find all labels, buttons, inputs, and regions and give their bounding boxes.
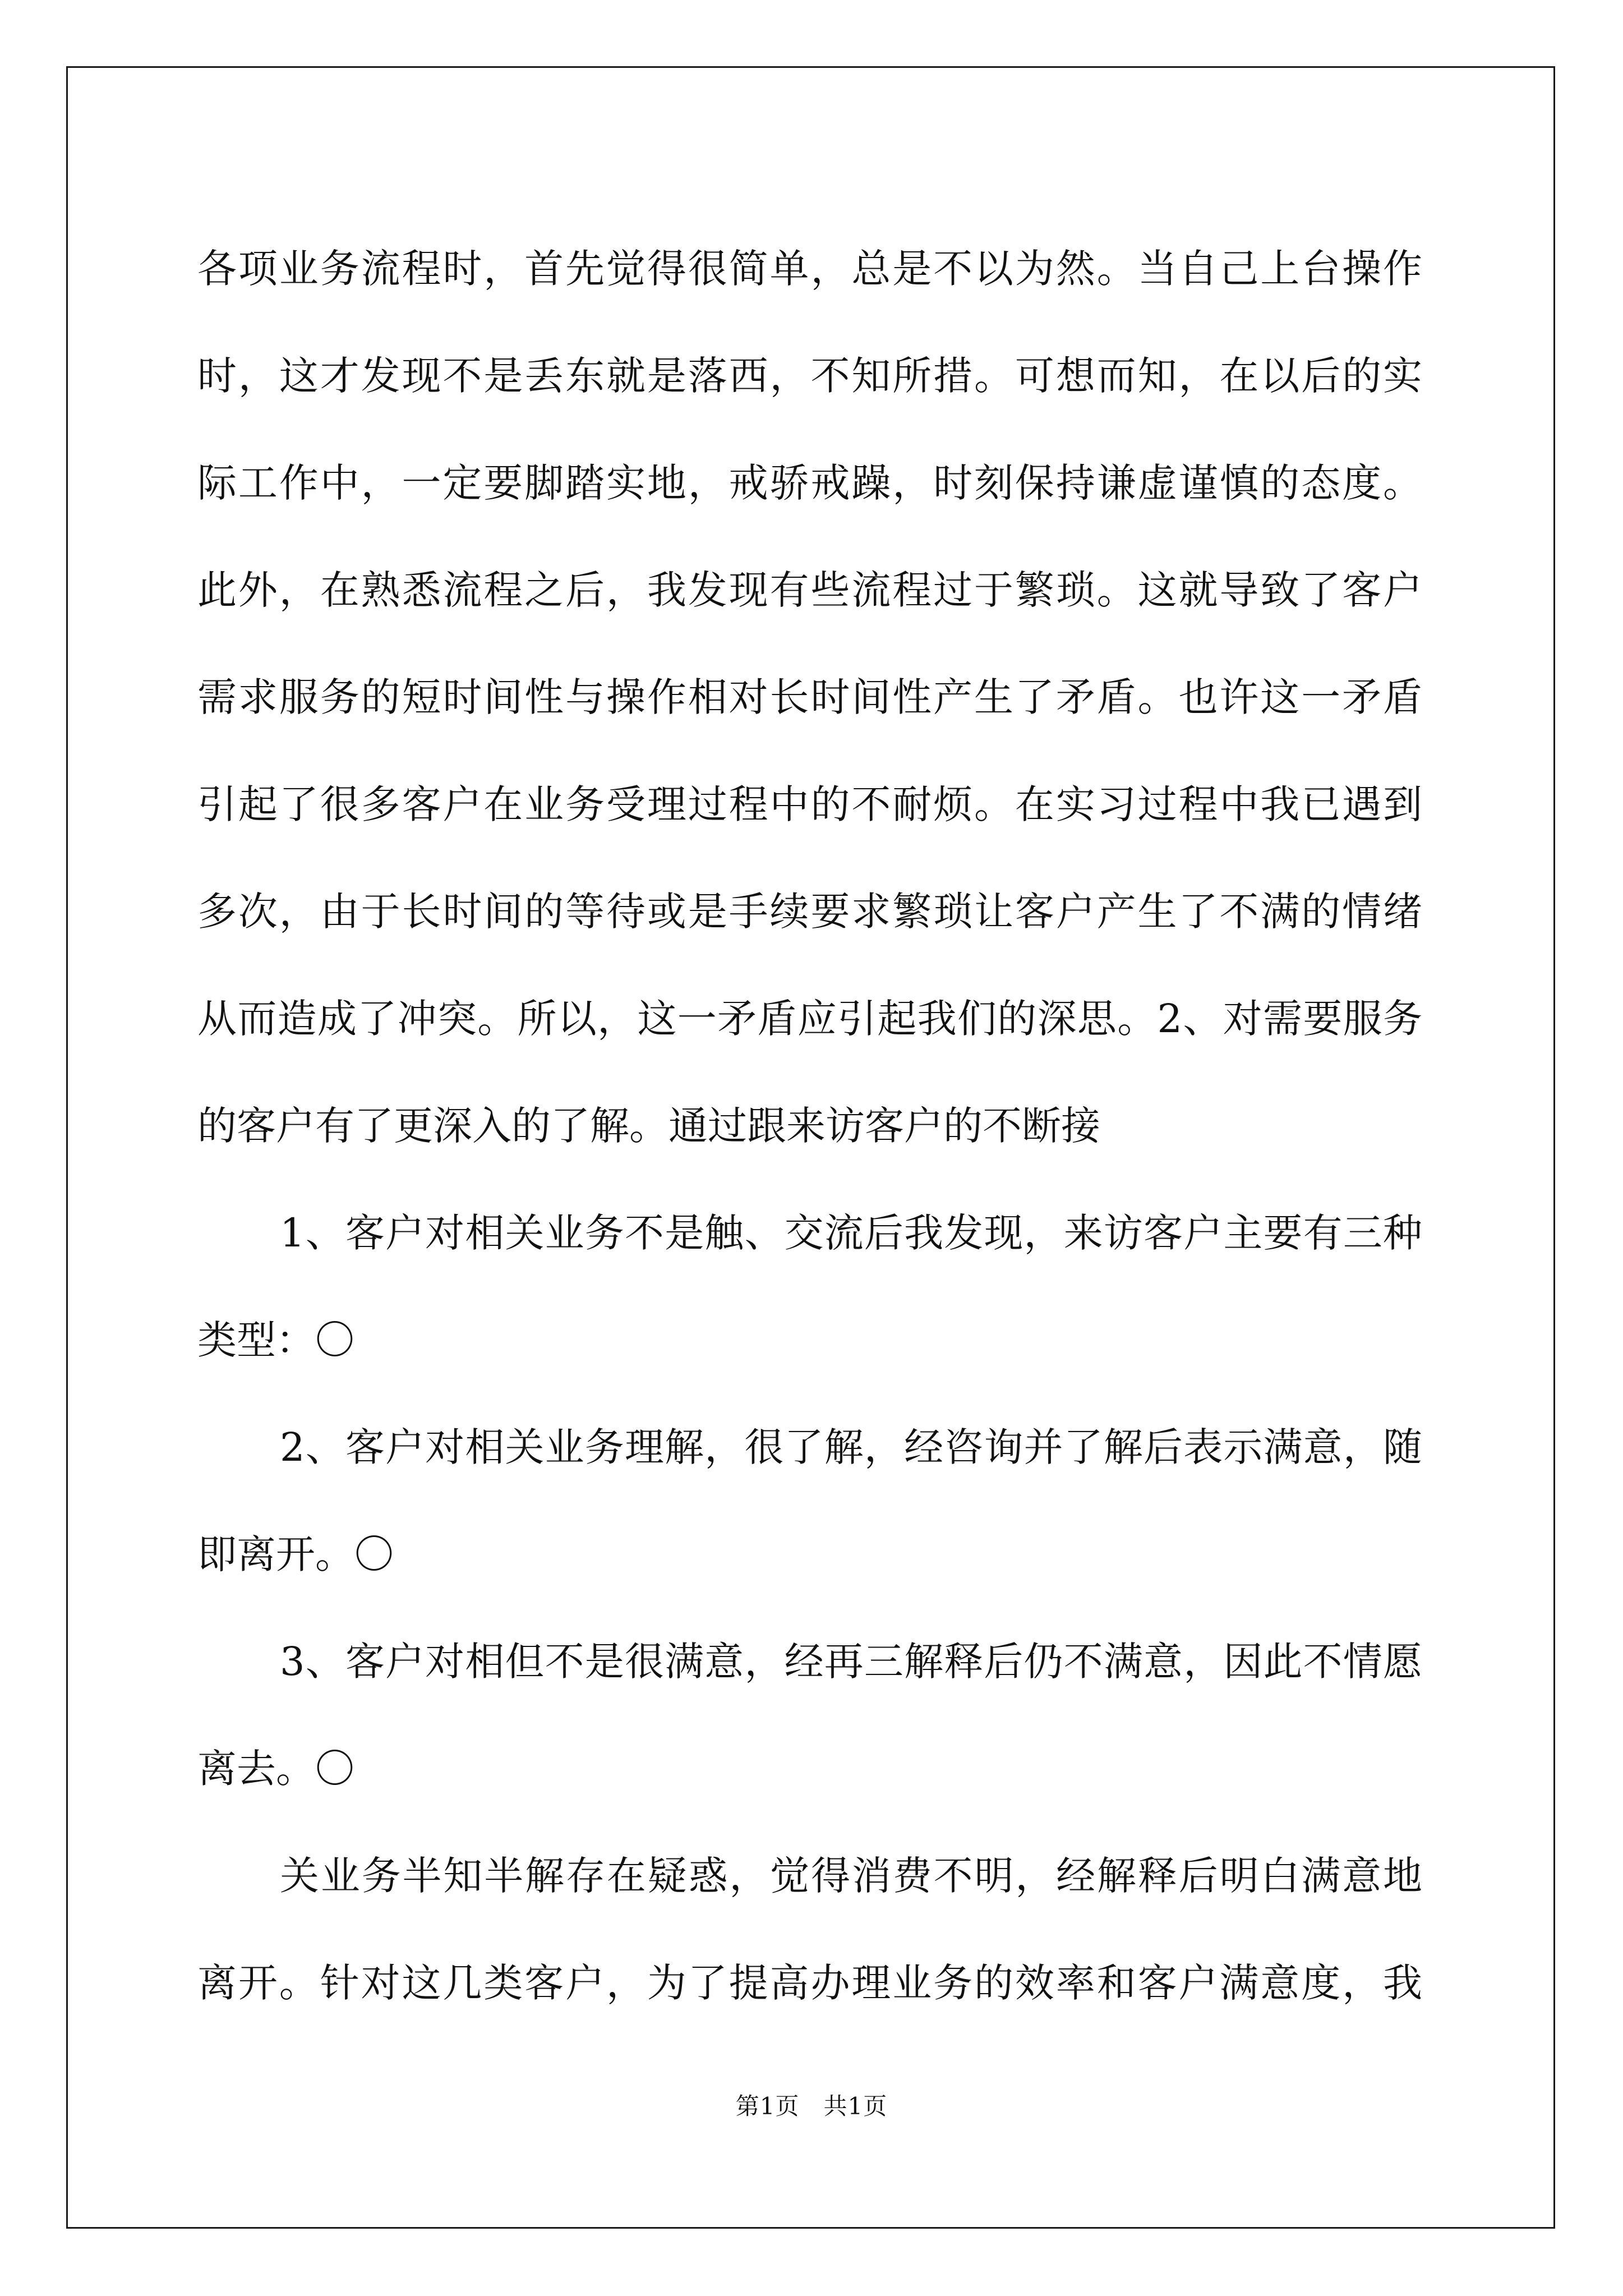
document-body	[197, 215, 1422, 2037]
body-line: 1、客户对相关业务不是触、交流后我发现，来访客户主要有三种	[280, 1210, 1422, 1256]
body-line: 际工作中，一定要脚踏实地，戒骄戒躁，时刻保持谦虚谨慎的态度。	[197, 460, 1422, 506]
page-number-footer: 第1页 共1页	[735, 2092, 888, 2120]
body-line: 3、客户对相但不是很满意，经再三解释后仍不满意，因此不情愿	[280, 1639, 1422, 1685]
body-line: 时，这才发现不是丢东就是落西，不知所措。可想而知，在以后的实	[197, 353, 1422, 399]
body-line: 引起了很多客户在业务受理过程中的不耐烦。在实习过程中我已遇到	[197, 781, 1422, 827]
body-line: 2、客户对相关业务理解，很了解，经咨询并了解后表示满意，随	[280, 1424, 1422, 1470]
body-line: 的客户有了更深入的了解。通过跟来访客户的不断接	[197, 1103, 1100, 1149]
body-line: 此外，在熟悉流程之后，我发现有些流程过于繁琐。这就导致了客户	[197, 567, 1422, 613]
body-line: 需求服务的短时间性与操作相对长时间性产生了矛盾。也许这一矛盾	[197, 674, 1422, 720]
body-line: 类型：〇	[197, 1317, 354, 1363]
body-line: 各项业务流程时，首先觉得很简单，总是不以为然。当自己上台操作	[197, 246, 1422, 292]
body-line: 离开。针对这几类客户，为了提高办理业务的效率和客户满意度，我	[197, 1960, 1422, 2006]
body-line: 关业务半知半解存在疑惑，觉得消费不明，经解释后明白满意地	[280, 1853, 1422, 1899]
body-line: 从而造成了冲突。所以，这一矛盾应引起我们的深思。2、对需要服务	[197, 996, 1422, 1042]
body-line: 离去。〇	[197, 1746, 354, 1792]
body-line: 多次，由于长时间的等待或是手续要求繁琐让客户产生了不满的情绪	[197, 889, 1422, 935]
body-line: 即离开。〇	[197, 1531, 394, 1577]
